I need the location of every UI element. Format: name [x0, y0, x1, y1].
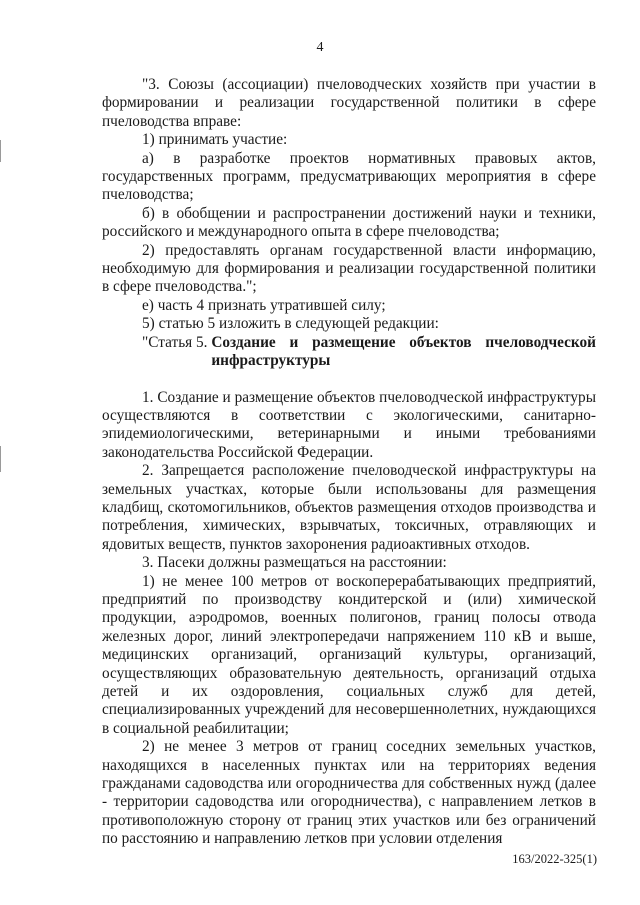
paragraph: 1. Создание и размещение объектов пчеловодческой инфраструктуры осуществляются в соответствии с экологическими, санитарно-эпидемиологическими, ветеринарными и иными требованиями законодательства Российской Федерации. — [102, 388, 596, 461]
document-code: 163/2022-325(1) — [512, 852, 597, 866]
page-number: 4 — [316, 40, 324, 55]
paragraph: 2) предоставлять органам государственной власти информацию, необходимую для формирования и реализации государственной политики в сфере пчеловодства."; — [102, 241, 596, 296]
article-prefix: "Статья 5. — [142, 333, 212, 351]
document-body — [102, 76, 596, 849]
paragraph: 1) не менее 100 метров от воскоперерабатывающих предприятий, предприятий по производству кондитерской и (или) химической продукции, аэродромов, военных полигонов, границ полосы отвода железных дорог, линий электропередачи напряжением 110 кВ и выше, медицинских организаций, организаций культуры, организаций, осуществляющих образовательную деятельность, организаций отдыха детей и их оздоровления, социальных служб для детей, специализированных учреждений для несовершеннолетних, нуждающихся в социальной реабилитации; — [102, 572, 596, 737]
article-title: Создание и размещение объектов пчеловодческой инфраструктуры — [211, 333, 596, 370]
scan-margin-mark-bottom — [0, 446, 1, 472]
paragraph: а) в разработке проектов нормативных правовых актов, государственных программ, предусматривающих мероприятия в сфере пчеловодства; — [102, 149, 596, 204]
paragraph: "3. Союзы (ассоциации) пчеловодческих хозяйств при участии в формировании и реализации государственной политики в сфере пчеловодства вправе: — [102, 76, 596, 130]
paragraph: 2. Запрещается расположение пчеловодческой инфраструктуры на земельных участках, которые были использованы для размещения кладбищ, скотомогильников, объектов размещения отходов производства и потребления, химических, взрывчатых, токсичных, отравляющих и ядовитых веществ, пунктов захоронения радиоактивных отходов. — [102, 462, 596, 553]
blank-line — [102, 371, 596, 389]
paragraph: е) часть 4 признать утратившей силу; — [142, 296, 386, 314]
paragraph: 3. Пасеки должны размещаться на расстоянии: — [142, 554, 447, 572]
scan-margin-mark-top — [0, 140, 1, 162]
paragraph: 1) принимать участие: — [142, 131, 288, 149]
paragraph: 5) статью 5 изложить в следующей редакции: — [142, 315, 439, 333]
paragraph: 2) не менее 3 метров от границ соседних земельных участков, находящихся в населенных пунктах или на территориях ведения гражданами садоводства или огородничества для собственных нужд (далее - территории садоводства или огородничества), с направлением летков в противоположную сторону от границ этих участков или без ограничений по расстоянию и направлению летков при условии отделения — [102, 738, 596, 848]
article-heading — [102, 334, 596, 371]
paragraph: б) в обобщении и распространении достижений науки и техники, российского и международного опыта в сфере пчеловодства; — [102, 204, 596, 241]
